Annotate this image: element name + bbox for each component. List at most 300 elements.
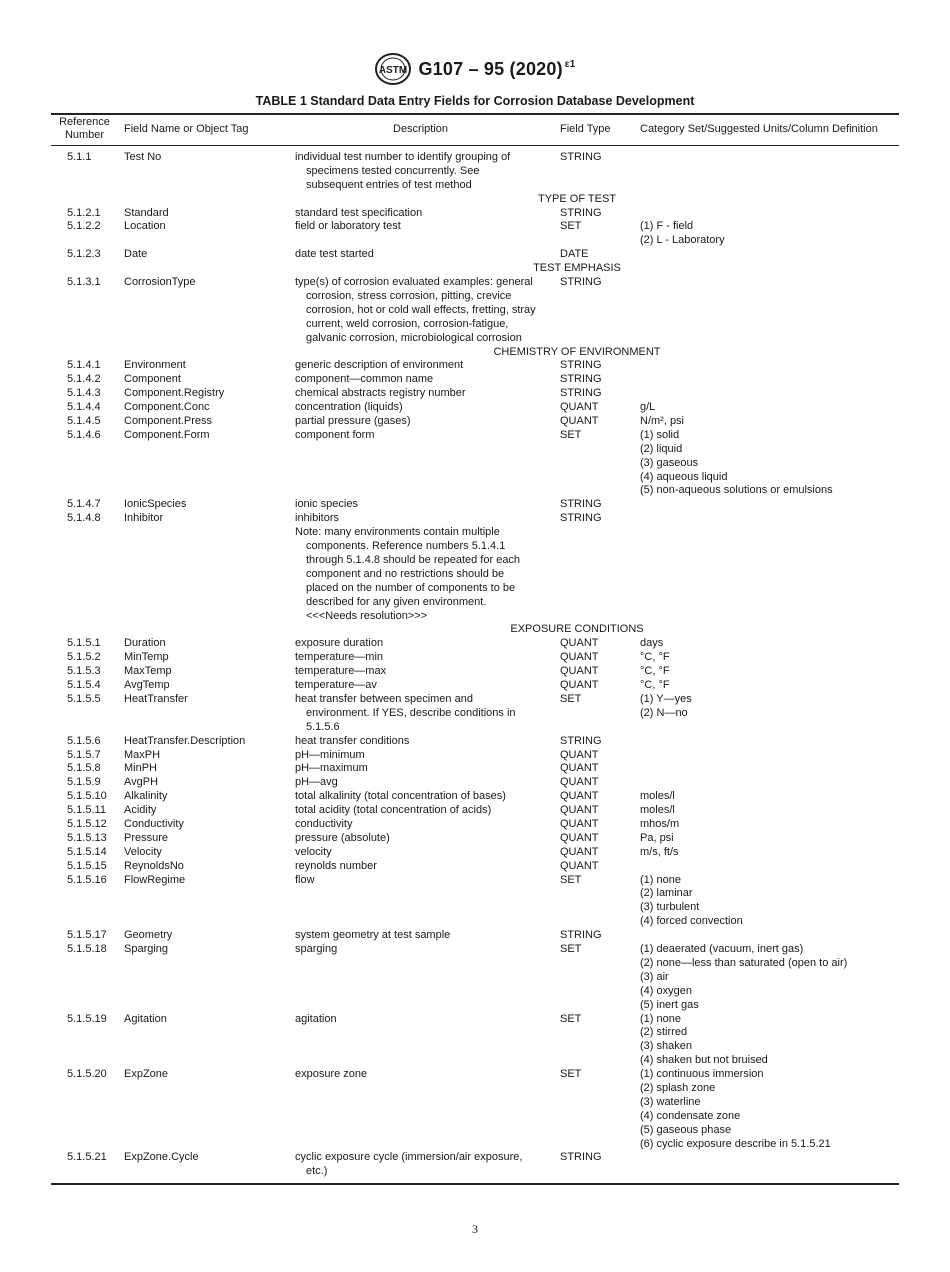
description-line: corrosion, stress corrosion, pitting, crevice (306, 289, 512, 302)
field-type: QUANT (560, 679, 599, 692)
field-type: QUANT (560, 804, 599, 817)
description-cell (295, 818, 545, 832)
field-type: DATE (560, 248, 589, 261)
table-row (51, 665, 899, 679)
astm-logo-icon (374, 52, 412, 86)
table-row (51, 359, 899, 373)
field-type: QUANT (560, 651, 599, 664)
field-name: ExpZone (124, 1068, 169, 1081)
table-body (51, 146, 899, 1179)
field-type: QUANT (560, 401, 599, 414)
description-line: cyclic exposure cycle (immersion/air exposure, (295, 1151, 523, 1164)
description-cell (295, 665, 545, 679)
description-cell (295, 401, 545, 415)
description-line: generic description of environment (295, 359, 464, 372)
description-cell (295, 415, 545, 429)
category-line: (2) stirred (640, 1026, 688, 1039)
description-cell (295, 373, 545, 387)
description-cell (295, 943, 545, 957)
description-line: Note: many environments contain multiple (295, 526, 500, 539)
table-row (51, 1151, 899, 1179)
field-type: SET (560, 1012, 582, 1025)
field-type: STRING (560, 373, 602, 386)
field-name: MinPH (124, 762, 158, 775)
description-line: individual test number to identify grouping of (295, 151, 511, 163)
description-cell (295, 1068, 545, 1082)
description-line: described for any given environment. (306, 595, 487, 608)
field-name: IonicSpecies (124, 498, 187, 511)
description-cell (295, 929, 545, 943)
description-line: standard test specification (295, 206, 423, 219)
reference-number: 5.1.5.20 (67, 1068, 107, 1081)
description-line: system geometry at test sample (295, 929, 451, 942)
field-name: MaxTemp (124, 665, 172, 678)
field-type: QUANT (560, 748, 599, 761)
description-line: flow (295, 873, 315, 886)
description-cell (295, 1013, 545, 1027)
field-type: STRING (560, 1151, 602, 1164)
field-name: Location (124, 220, 166, 233)
category-line: °C, °F (640, 651, 670, 664)
document-designation (418, 59, 575, 80)
table-title: TABLE 1 Standard Data Entry Fields for Corrosion Database Development (255, 94, 695, 108)
category-line: (2) laminar (640, 887, 693, 900)
table-row (51, 776, 899, 790)
header-category: Category Set/Suggested Units/Column Definition (640, 123, 878, 135)
table-row (51, 832, 899, 846)
reference-number: 5.1.5.9 (67, 776, 101, 789)
reference-number: 5.1.4.1 (67, 359, 101, 372)
field-type: QUANT (560, 845, 599, 858)
field-type: STRING (560, 498, 602, 511)
category-cell (640, 637, 898, 651)
field-name: Pressure (124, 831, 169, 844)
table-row (51, 387, 899, 401)
field-name: FlowRegime (124, 873, 186, 886)
field-name: Component.Conc (124, 401, 210, 414)
description-cell (295, 762, 545, 776)
description-line: partial pressure (gases) (295, 415, 411, 427)
description-cell (295, 860, 545, 874)
reference-number: 5.1.4.3 (67, 387, 101, 400)
category-cell (640, 429, 898, 498)
field-name: MaxPH (124, 748, 161, 761)
reference-number: 5.1.5.17 (67, 929, 107, 942)
description-line: pH—avg (295, 776, 338, 789)
reference-number: 5.1.5.12 (67, 817, 107, 830)
description-line: chemical abstracts registry number (295, 387, 466, 400)
description-cell (295, 790, 545, 804)
description-cell (295, 276, 545, 345)
field-type: QUANT (560, 762, 599, 775)
category-line: (1) solid (640, 428, 680, 441)
category-line: (5) non-aqueous solutions or emulsions (640, 484, 833, 497)
description-line: temperature—max (295, 665, 387, 678)
category-line: m/s, ft/s (640, 845, 679, 858)
field-type: STRING (560, 206, 602, 219)
table-row (51, 679, 899, 693)
field-type: STRING (560, 151, 602, 163)
description-line: heat transfer conditions (295, 734, 410, 747)
header-ref-line1: Reference (59, 116, 110, 128)
field-name: AvgPH (124, 776, 159, 789)
category-line: (5) gaseous phase (640, 1123, 732, 1136)
category-line: (4) oxygen (640, 984, 692, 997)
category-line: °C, °F (640, 665, 670, 678)
description-line: date test started (295, 248, 374, 261)
category-cell (640, 832, 898, 846)
reference-number: 5.1.4.7 (67, 498, 101, 511)
reference-number: 5.1.5.16 (67, 873, 107, 886)
category-line: (1) Y—yes (640, 692, 692, 705)
description-line: sparging (295, 943, 338, 955)
field-name: Agitation (124, 1012, 167, 1025)
document-header (0, 52, 950, 86)
logo-text: ASTM (379, 65, 408, 76)
category-cell (640, 401, 898, 415)
field-type: STRING (560, 929, 602, 942)
description-line: specimens tested concurrently. See (306, 164, 480, 177)
epsilon-superscript: ε1 (564, 58, 576, 70)
reference-number: 5.1.5.10 (67, 790, 107, 803)
field-name: Alkalinity (124, 790, 168, 803)
description-cell (295, 220, 545, 234)
table-row (51, 401, 899, 415)
section-heading: EXPOSURE CONDITIONS (510, 623, 644, 636)
description-line: 5.1.5.6 (306, 720, 340, 733)
category-line: (6) cyclic exposure describe in 5.1.5.21 (640, 1137, 831, 1150)
header-reference-number (57, 116, 112, 142)
field-name: AvgTemp (124, 679, 170, 692)
designation-text: G107 – 95 (2020) (418, 58, 563, 79)
table-row (51, 735, 899, 749)
table-row (51, 415, 899, 429)
table-row (51, 818, 899, 832)
category-line: g/L (640, 401, 656, 414)
field-name: Component.Press (124, 415, 213, 427)
category-cell (640, 874, 898, 930)
reference-number: 5.1.3.1 (67, 276, 101, 289)
reference-number: 5.1.4.2 (67, 373, 101, 386)
section-heading: TEST EMPHASIS (533, 262, 621, 275)
table-row (51, 874, 899, 930)
description-cell (295, 776, 545, 790)
field-type: QUANT (560, 776, 599, 789)
category-cell (640, 1013, 898, 1069)
description-line: corrosion, hot or cold wall effects, fretting, stray (306, 303, 536, 316)
category-line: (3) air (640, 970, 669, 983)
category-cell (640, 943, 898, 1012)
table-row (51, 1068, 899, 1151)
reference-number: 5.1.5.13 (67, 831, 107, 844)
category-line: days (640, 637, 664, 650)
description-cell (295, 749, 545, 763)
description-line: etc.) (306, 1165, 328, 1178)
field-name: CorrosionType (124, 276, 196, 289)
field-name: Component (124, 373, 181, 386)
field-type: QUANT (560, 817, 599, 830)
table-row (51, 526, 899, 623)
description-line: through 5.1.4.8 should be repeated for each (306, 553, 521, 566)
field-name: Duration (124, 637, 166, 650)
field-name: Date (124, 248, 148, 261)
description-line: inhibitors (295, 512, 340, 525)
table-header-row (51, 115, 899, 145)
description-cell (295, 1151, 545, 1179)
description-cell (295, 735, 545, 749)
table-row (51, 429, 899, 499)
field-name: Velocity (124, 845, 162, 858)
table-row (51, 804, 899, 818)
description-cell (295, 498, 545, 512)
description-line: components. Reference numbers 5.1.4.1 (306, 540, 506, 553)
description-cell (295, 651, 545, 665)
description-line: velocity (295, 845, 332, 858)
field-type: QUANT (560, 637, 599, 650)
description-line: component form (295, 428, 375, 441)
reference-number: 5.1.2.3 (67, 248, 101, 261)
category-line: N/m², psi (640, 415, 684, 427)
field-name: Environment (124, 359, 186, 372)
page-number: 3 (472, 1222, 478, 1236)
description-cell (295, 512, 545, 526)
reference-number: 5.1.5.1 (67, 637, 101, 650)
field-type: QUANT (560, 831, 599, 844)
field-name: Test No (124, 151, 162, 163)
category-line: (3) turbulent (640, 901, 700, 914)
description-line: component and no restrictions should be (306, 567, 505, 580)
field-name: Sparging (124, 943, 169, 955)
field-name: Conductivity (124, 817, 184, 830)
table-row (51, 790, 899, 804)
reference-number: 5.1.5.8 (67, 762, 101, 775)
category-line: moles/l (640, 790, 675, 803)
category-line: °C, °F (640, 679, 670, 692)
field-name: ExpZone.Cycle (124, 1151, 199, 1164)
description-line: type(s) of corrosion evaluated examples: general (295, 276, 533, 289)
description-cell (295, 832, 545, 846)
category-cell (640, 1068, 898, 1151)
category-cell (640, 220, 898, 248)
description-cell (295, 207, 545, 221)
description-line: temperature—min (295, 651, 384, 664)
table-row (51, 248, 899, 262)
reference-number: 5.1.4.8 (67, 512, 101, 525)
category-line: (1) F - field (640, 220, 694, 233)
description-line: subsequent entries of test method (306, 178, 472, 191)
field-name: MinTemp (124, 651, 169, 664)
description-cell (295, 429, 545, 443)
description-line: exposure duration (295, 637, 384, 650)
header-field-name: Field Name or Object Tag (124, 123, 249, 135)
reference-number: 5.1.5.4 (67, 679, 101, 692)
category-line: (4) aqueous liquid (640, 470, 728, 483)
description-cell (295, 526, 545, 623)
reference-number: 5.1.5.15 (67, 859, 107, 872)
description-line: pH—maximum (295, 762, 368, 775)
table-row (51, 498, 899, 512)
reference-number: 5.1.5.5 (67, 692, 101, 705)
table-row (51, 762, 899, 776)
field-type: SET (560, 428, 582, 441)
table-row (51, 220, 899, 248)
category-line: (3) shaken (640, 1040, 692, 1053)
category-line: moles/l (640, 804, 675, 817)
description-cell (295, 387, 545, 401)
description-line: ionic species (295, 498, 358, 511)
reference-number: 5.1.4.6 (67, 428, 101, 441)
reference-number: 5.1.5.6 (67, 734, 101, 747)
category-line: (1) continuous immersion (640, 1068, 764, 1081)
table-row (51, 846, 899, 860)
description-cell (295, 804, 545, 818)
description-cell (295, 679, 545, 693)
field-type: QUANT (560, 790, 599, 803)
field-type: SET (560, 692, 582, 705)
category-cell (640, 790, 898, 804)
table-row (51, 749, 899, 763)
field-type: QUANT (560, 665, 599, 678)
data-entry-table (51, 113, 899, 1185)
description-line: exposure zone (295, 1068, 368, 1081)
reference-number: 5.1.5.2 (67, 651, 101, 664)
reference-number: 5.1.4.4 (67, 401, 101, 414)
category-cell (640, 679, 898, 693)
field-name: Acidity (124, 804, 157, 817)
field-type: QUANT (560, 415, 599, 427)
description-line: temperature—av (295, 679, 377, 692)
category-line: (2) none—less than saturated (open to air) (640, 956, 848, 969)
description-line: concentration (liquids) (295, 401, 403, 414)
description-line: pressure (absolute) (295, 831, 390, 844)
table-row (51, 276, 899, 346)
category-line: (4) shaken but not bruised (640, 1054, 768, 1067)
field-name: ReynoldsNo (124, 859, 184, 872)
field-type: STRING (560, 359, 602, 372)
table-row (51, 1013, 899, 1069)
reference-number: 5.1.4.5 (67, 415, 101, 427)
description-cell (295, 151, 545, 193)
section-heading: TYPE OF TEST (537, 192, 617, 205)
description-line: conductivity (295, 817, 353, 830)
table-row (51, 860, 899, 874)
reference-number: 5.1.5.3 (67, 665, 101, 678)
header-field-type: Field Type (560, 123, 611, 135)
description-line: total alkalinity (total concentration of bases) (295, 790, 506, 803)
description-line: total acidity (total concentration of acids) (295, 804, 492, 817)
category-line: (2) splash zone (640, 1081, 716, 1094)
field-type: SET (560, 220, 582, 233)
category-line: Pa, psi (640, 831, 674, 844)
reference-number: 5.1.1 (67, 151, 92, 163)
category-cell (640, 804, 898, 818)
reference-number: 5.1.5.19 (67, 1012, 107, 1025)
description-line: component—common name (295, 373, 434, 386)
field-name: Component.Form (124, 428, 210, 441)
category-cell (640, 665, 898, 679)
description-line: heat transfer between specimen and (295, 692, 473, 705)
category-line: (1) deaerated (vacuum, inert gas) (640, 943, 804, 955)
description-line: galvanic corrosion, microbiological corrosion (306, 331, 522, 344)
table-row (51, 512, 899, 526)
header-ref-line2: Number (64, 129, 105, 141)
table-row (51, 943, 899, 1013)
table-row (51, 207, 899, 221)
description-line: placed on the number of components to be (306, 581, 516, 594)
category-line: (3) waterline (640, 1095, 701, 1108)
field-type: SET (560, 873, 582, 886)
category-line: (2) N—no (640, 706, 688, 719)
category-cell (640, 651, 898, 665)
description-line: field or laboratory test (295, 220, 401, 233)
category-line: (4) condensate zone (640, 1109, 741, 1122)
category-cell (640, 818, 898, 832)
description-cell (295, 693, 545, 735)
category-line: mhos/m (640, 817, 680, 830)
field-type: STRING (560, 734, 602, 747)
category-line: (4) forced convection (640, 915, 743, 928)
table-row (51, 929, 899, 943)
category-line: (1) none (640, 1012, 681, 1025)
category-line: (2) liquid (640, 442, 683, 455)
field-name: HeatTransfer (124, 692, 188, 705)
field-type: STRING (560, 387, 602, 400)
description-line: environment. If YES, describe conditions in (306, 706, 516, 719)
table-row (51, 373, 899, 387)
field-type: STRING (560, 276, 602, 289)
table-row (51, 637, 899, 651)
field-name: Standard (124, 206, 169, 219)
reference-number: 5.1.5.21 (67, 1151, 107, 1164)
description-line: <<<Needs resolution>>> (306, 609, 428, 622)
description-line: agitation (295, 1012, 337, 1025)
description-cell (295, 637, 545, 651)
reference-number: 5.1.5.7 (67, 748, 101, 761)
reference-number: 5.1.5.11 (67, 804, 106, 817)
field-name: Geometry (124, 929, 173, 942)
field-type: SET (560, 1068, 582, 1081)
category-line: (3) gaseous (640, 456, 699, 469)
category-line: (2) L - Laboratory (640, 234, 725, 247)
reference-number: 5.1.5.18 (67, 943, 107, 955)
reference-number: 5.1.2.2 (67, 220, 101, 233)
description-line: pH—minimum (295, 748, 365, 761)
field-type: STRING (560, 512, 602, 525)
category-line: (5) inert gas (640, 998, 699, 1011)
table-row (51, 693, 899, 735)
reference-number: 5.1.2.1 (67, 206, 101, 219)
category-cell (640, 415, 898, 429)
description-cell (295, 248, 545, 262)
header-description: Description (393, 123, 449, 135)
description-line: reynolds number (295, 859, 377, 872)
table-row (51, 151, 899, 193)
category-line: (1) none (640, 873, 681, 886)
field-name: HeatTransfer.Description (124, 734, 246, 747)
reference-number: 5.1.5.14 (67, 845, 107, 858)
field-name: Inhibitor (124, 512, 164, 525)
description-line: current, weld corrosion, corrosion-fatigue, (306, 317, 509, 330)
category-cell (640, 846, 898, 860)
section-heading: CHEMISTRY OF ENVIRONMENT (493, 345, 661, 358)
field-type: QUANT (560, 859, 599, 872)
table-row (51, 651, 899, 665)
description-cell (295, 874, 545, 888)
table-bottom-rule (51, 1183, 899, 1185)
description-cell (295, 359, 545, 373)
field-type: SET (560, 943, 582, 955)
description-cell (295, 846, 545, 860)
